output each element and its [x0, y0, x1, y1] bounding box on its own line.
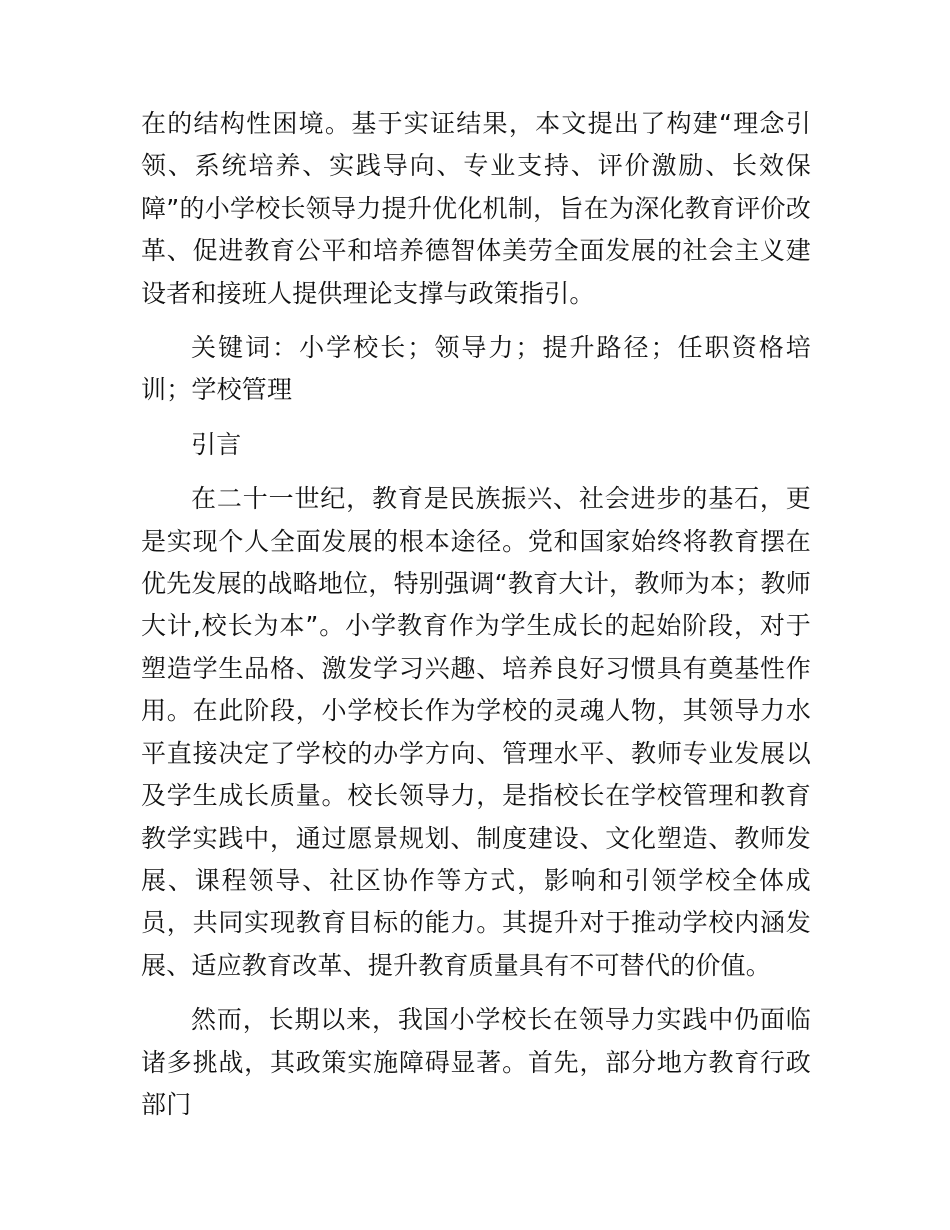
abstract-ending-paragraph: 在的结构性困境。基于实证结果，本文提出了构建“理念引领、系统培养、实践导向、专业支持、评价激励、长效保障”的小学校长领导力提升优化机制，旨在为深化教育评价改革、促进教育公平和培养德智体美劳全面发展的社会主义建设者和接班人提供理论支撑与政策指引。 — [141, 109, 811, 308]
intro-paragraph-2: 然而，长期以来，我国小学校长在领导力实践中仍面临诸多挑战，其政策实施障碍显著。首先，部分地方教育行政部门 — [141, 1005, 811, 1119]
keywords-paragraph: 关键词：小学校长；领导力；提升路径；任职资格培训；学校管理 — [141, 333, 811, 405]
intro-paragraph-1: 在二十一世纪，教育是民族振兴、社会进步的基石，更是实现个人全面发展的根本途径。党和国家始终将教育摆在优先发展的战略地位，特别强调“教育大计，教师为本；教师大计,校长为本”。小学教育作为学生成长的起始阶段，对于塑造学生品格、激发学习兴趣、培养良好习惯具有奠基性作用。在此阶段，小学校长作为学校的灵魂人物，其领导力水平直接决定了学校的办学方向、管理水平、教师专业发展以及学生成长质量。校长领导力，是指校长在学校管理和教育教学实践中，通过愿景规划、制度建设、文化塑造、教师发展、课程领导、社区协作等方式，影响和引领学校全体成员，共同实现教育目标的能力。其提升对于推动学校内涵发展、适应教育改革、提升教育质量具有不可替代的价值。 — [141, 484, 811, 980]
document-body — [141, 103, 811, 1138]
section-heading-intro: 引言 — [191, 429, 242, 459]
